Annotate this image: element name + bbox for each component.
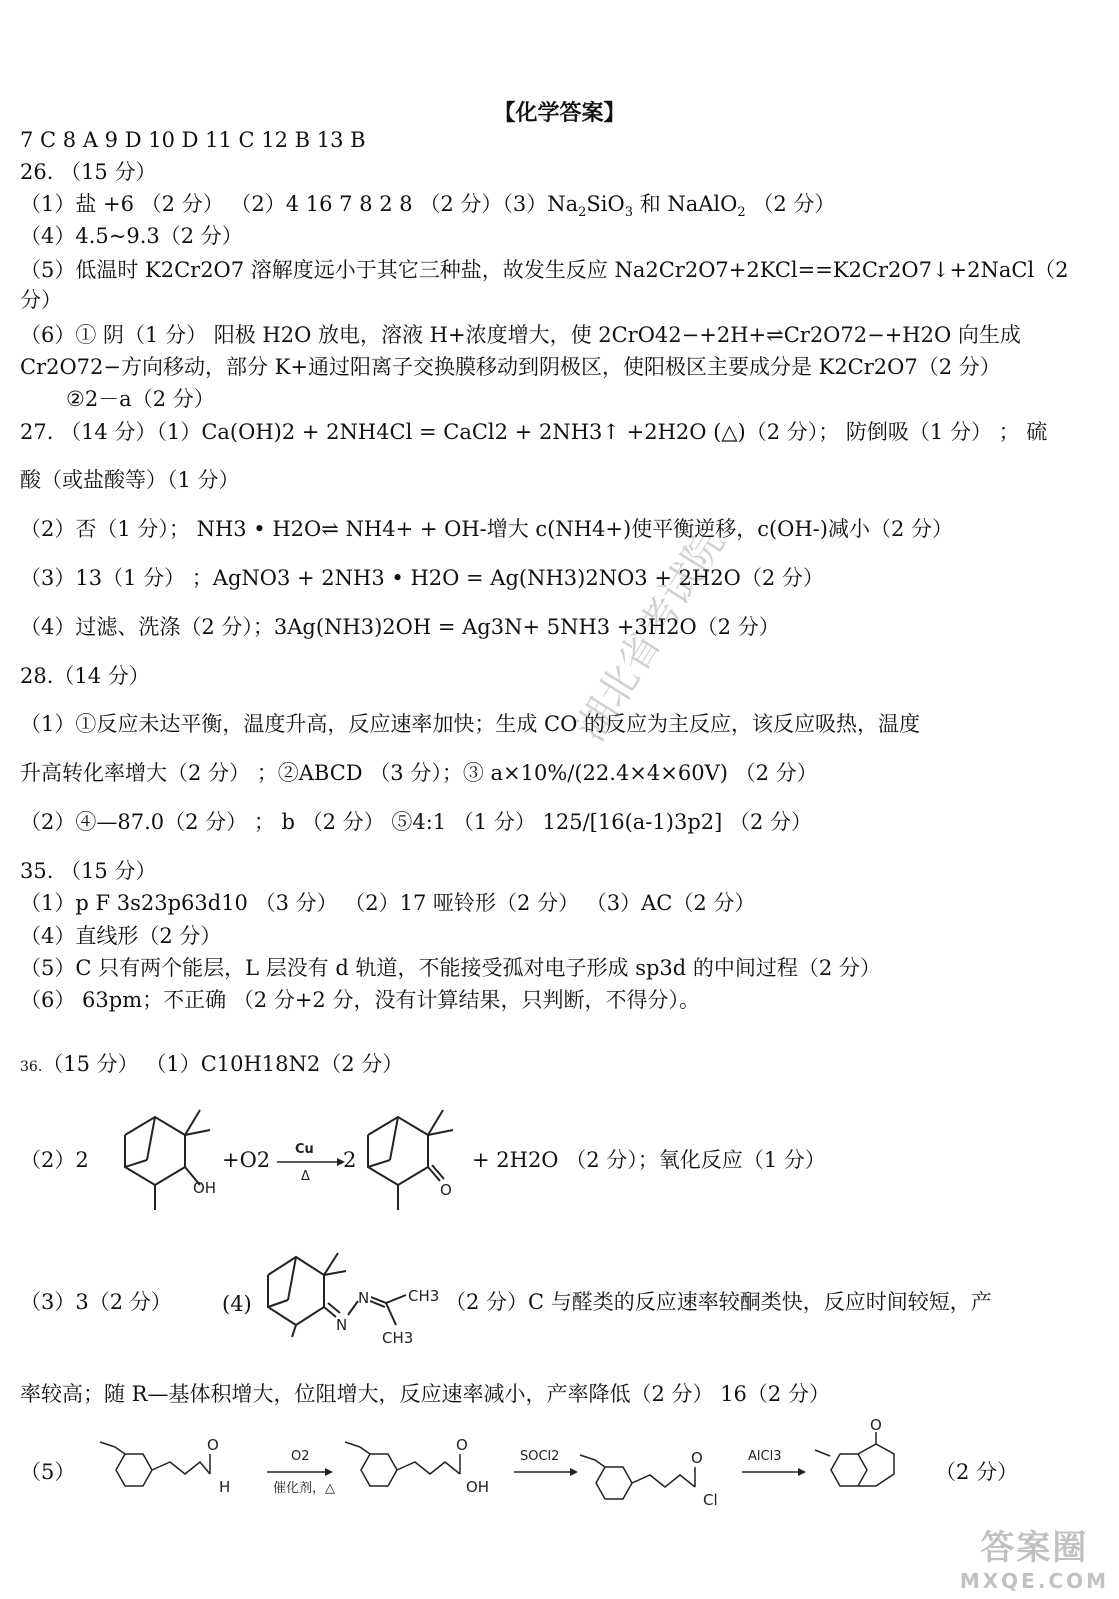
o-label: O — [440, 1181, 452, 1199]
svg-text:O: O — [207, 1436, 219, 1454]
q28-line3: （2）④—87.0（2 分） ； b （2 分） ⑤4:1 （1 分） 125/[16(a-1)3p2] （2 分） — [20, 810, 813, 834]
q36-p5-label: （5） — [20, 1460, 76, 1484]
svg-text:N: N — [358, 1289, 370, 1307]
q36-p4-text: （2 分）C 与醛类的反应速率较酮类快，反应时间较短，产 — [445, 1290, 992, 1314]
site-logo: 答案圈 MXQE.COM — [959, 1528, 1109, 1593]
acid-structure — [340, 1432, 505, 1516]
acyl-chloride-structure — [575, 1445, 735, 1529]
product-structure — [348, 1105, 478, 1219]
svg-text:Cl: Cl — [703, 1491, 718, 1509]
svg-text:O: O — [870, 1416, 882, 1434]
q35-head: 35. （15 分） — [20, 859, 157, 883]
svg-text:催化剂，△: 催化剂，△ — [273, 1481, 335, 1496]
q35-line3: （5）C 只有两个能层，L 层没有 d 轨道，不能接受孤对电子形成 sp3d 的中间过程（2 分） — [20, 956, 881, 980]
q36-p2-prefix: （2）2 — [20, 1148, 89, 1172]
q27-line2: 酸（或盐酸等）（1 分） — [20, 468, 240, 492]
q27-line4: （3）13（1 分） ；AgNO3 + 2NH3 • H2O = Ag(NH3)2NO3 + 2H2O（2 分） — [20, 566, 824, 590]
mc-answers: 7 C 8 A 9 D 10 D 11 C 12 B 13 B — [20, 128, 366, 152]
q28-line2: 升高转化率增大（2 分） ；②ABCD （3 分）；③ a×10%/(22.4×4×60V) （2 分） — [20, 761, 818, 785]
q27-line3: （2）否（1 分）； NH3 • H2O⇌ NH4+ + OH-增大 c(NH4+)使平衡逆移，c(OH-)减小（2 分） — [20, 517, 954, 541]
q36-head: 36.（15 分） （1）C10H18N2（2 分） — [20, 1052, 404, 1076]
q26-line4: 分） — [20, 288, 62, 312]
svg-text:O2: O2 — [291, 1449, 310, 1464]
q26-line6: Cr2O72−方向移动，部分 K+通过阳离子交换膜移动到阴极区，使阳极区主要成分是 K2Cr2O7（2 分） — [20, 355, 1001, 379]
page-title: 【化学答案】 — [493, 100, 626, 126]
q27-line1: 27. （14 分）（1）Ca(OH)2 + 2NH4Cl = CaCl2 + 2NH3↑ +2H2O (△)（2 分）； 防倒吸（1 分） ； 硫 — [20, 420, 1048, 444]
svg-text:O: O — [691, 1449, 703, 1467]
svg-text:SOCl2: SOCl2 — [520, 1449, 560, 1464]
reaction-arrow-cu — [275, 1138, 345, 1187]
q35-line4: （6） 63pm；不正确 （2 分+2 分，没有计算结果，只判断，不得分）。 — [20, 988, 700, 1012]
svg-text:AlCl3: AlCl3 — [748, 1449, 782, 1464]
q36-p5-score: （2 分） — [935, 1460, 1019, 1484]
arrow-socl2 — [512, 1448, 582, 1492]
q26-line3: （5）低温时 K2Cr2O7 溶解度远小于其它三种盐，故发生反应 Na2Cr2O7+2KCl==K2Cr2O7↓+2NaCl（2 — [20, 258, 1069, 282]
q28-head: 28.（14 分） — [20, 664, 150, 688]
q36-p4-label: (4) — [222, 1292, 252, 1316]
svg-text:Cu: Cu — [295, 1142, 314, 1157]
reactant-structure — [105, 1105, 235, 1219]
q26-line7: ②2－a（2 分） — [66, 387, 215, 411]
q26-head: 26. （15 分） — [20, 160, 157, 184]
q36-p3: （3）3（2 分） — [20, 1290, 172, 1314]
svg-text:Δ: Δ — [301, 1169, 310, 1184]
q28-line1: （1）①反应未达平衡，温度升高，反应速率加快；生成 CO 的反应为主反应，该反应吸热，温度 — [20, 712, 920, 736]
svg-text:OH: OH — [466, 1478, 490, 1496]
arrow-alcl3 — [740, 1448, 810, 1492]
q36-p2-suffix: + 2H2O （2 分）；氧化反应（1 分） — [472, 1148, 826, 1172]
svg-text:CH3: CH3 — [382, 1329, 414, 1347]
q36-o2: +O2 — [222, 1148, 271, 1172]
tetralone-structure — [810, 1416, 920, 1512]
aldehyde-structure — [95, 1432, 245, 1516]
svg-text:CH3: CH3 — [408, 1287, 440, 1305]
q35-line1: （1）p F 3s23p63d10 （3 分） （2）17 哑铃形（2 分） （3）AC（2 分） — [20, 891, 756, 915]
q36-p4-cont: 率较高；随 R—基体积增大，位阻增大，反应速率减小，产率降低（2 分） 16（2 分） — [20, 1382, 830, 1406]
q27-line5: （4）过滤、洗涤（2 分）；3Ag(NH3)2OH = Ag3N+ 5NH3 +3H2O（2 分） — [20, 615, 780, 639]
q36-coef: 2 — [343, 1148, 357, 1172]
svg-text:O: O — [456, 1436, 468, 1454]
hydrazone-structure — [258, 1245, 448, 1359]
q26-line5: （6）① 阴（1 分） 阳极 H2O 放电，溶液 H+浓度增大，使 2CrO42−+2H+⇌Cr2O72−+H2O 向生成 — [20, 323, 1021, 347]
q26-line1: （1）盐 +6 （2 分） （2）4 16 7 8 2 8 （2 分）$(3)Na_2SiO_3$ 和 NaAlO$_2$ （2 分） — [20, 192, 836, 221]
oh-label: OH — [193, 1179, 217, 1197]
svg-text:H: H — [219, 1478, 231, 1496]
watermark: 湖北省考试院 — [567, 521, 734, 750]
q35-line2: （4）直线形（2 分） — [20, 924, 222, 948]
svg-text:N: N — [336, 1316, 348, 1334]
arrow-o2 — [265, 1448, 335, 1507]
q26-line2: （4）4.5~9.3（2 分） — [20, 224, 243, 248]
